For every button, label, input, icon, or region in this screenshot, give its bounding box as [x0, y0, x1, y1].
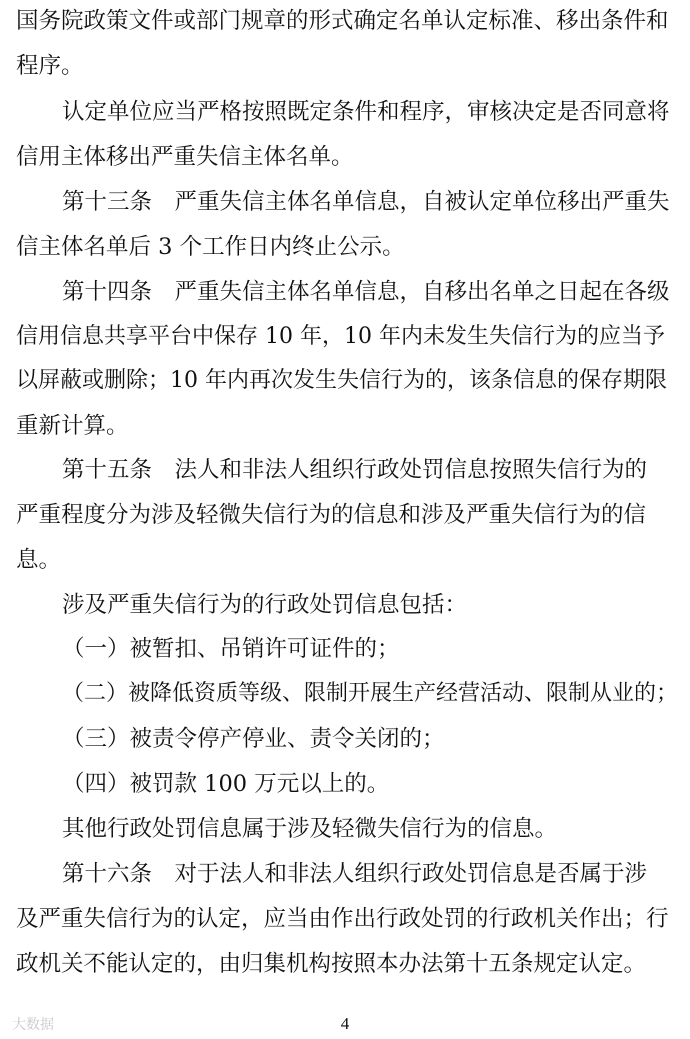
text-line: 其他行政处罚信息属于涉及轻微失信行为的信息。	[62, 816, 558, 842]
text-line: 第十六条 对于法人和非法人组织行政处罚信息是否属于涉	[62, 861, 648, 887]
text-line: （一）被暂扣、吊销许可证件的；	[62, 636, 400, 662]
watermark: 大数据	[12, 1017, 54, 1033]
text-line: 信用信息共享平台中保存 10 年，10 年内未发生失信行为的应当予	[16, 324, 665, 349]
text-line: （四）被罚款 100 万元以上的。	[62, 771, 390, 797]
text-line: 第十五条 法人和非法人组织行政处罚信息按照失信行为的	[62, 457, 648, 483]
text-line: 严重程度分为涉及轻微失信行为的信息和涉及严重失信行为的信	[16, 502, 647, 528]
text-line: （二）被降低资质等级、限制开展生产经营活动、限制从业的；	[62, 681, 679, 706]
text-line: 认定单位应当严格按照既定条件和程序，审核决定是否同意将	[62, 99, 670, 125]
text-line: 国务院政策文件或部门规章的形式确定名单认定标准、移出条件和	[16, 8, 669, 34]
text-line: （三）被责令停产停业、责令关闭的；	[62, 726, 445, 752]
text-line: 第十三条 严重失信主体名单信息，自被认定单位移出严重失	[62, 189, 670, 215]
text-line: 重新计算。	[16, 413, 129, 439]
text-line: 政机关不能认定的，由归集机构按照本办法第十五条规定认定。	[16, 951, 647, 977]
text-line: 程序。	[16, 53, 84, 79]
text-line: 及严重失信行为的认定，应当由作出行政处罚的行政机关作出；行	[16, 906, 669, 932]
text-line: 信用主体移出严重失信主体名单。	[16, 144, 354, 170]
text-line: 息。	[16, 547, 62, 573]
text-line: 涉及严重失信行为的行政处罚信息包括：	[62, 592, 468, 618]
text-line: 第十四条 严重失信主体名单信息，自移出名单之日起在各级	[62, 279, 670, 305]
page-number: 4	[340, 1014, 350, 1033]
text-line: 以屏蔽或删除；10 年内再次发生失信行为的，该条信息的保存期限	[16, 368, 667, 393]
text-line: 信主体名单后 3 个工作日内终止公示。	[16, 234, 405, 260]
